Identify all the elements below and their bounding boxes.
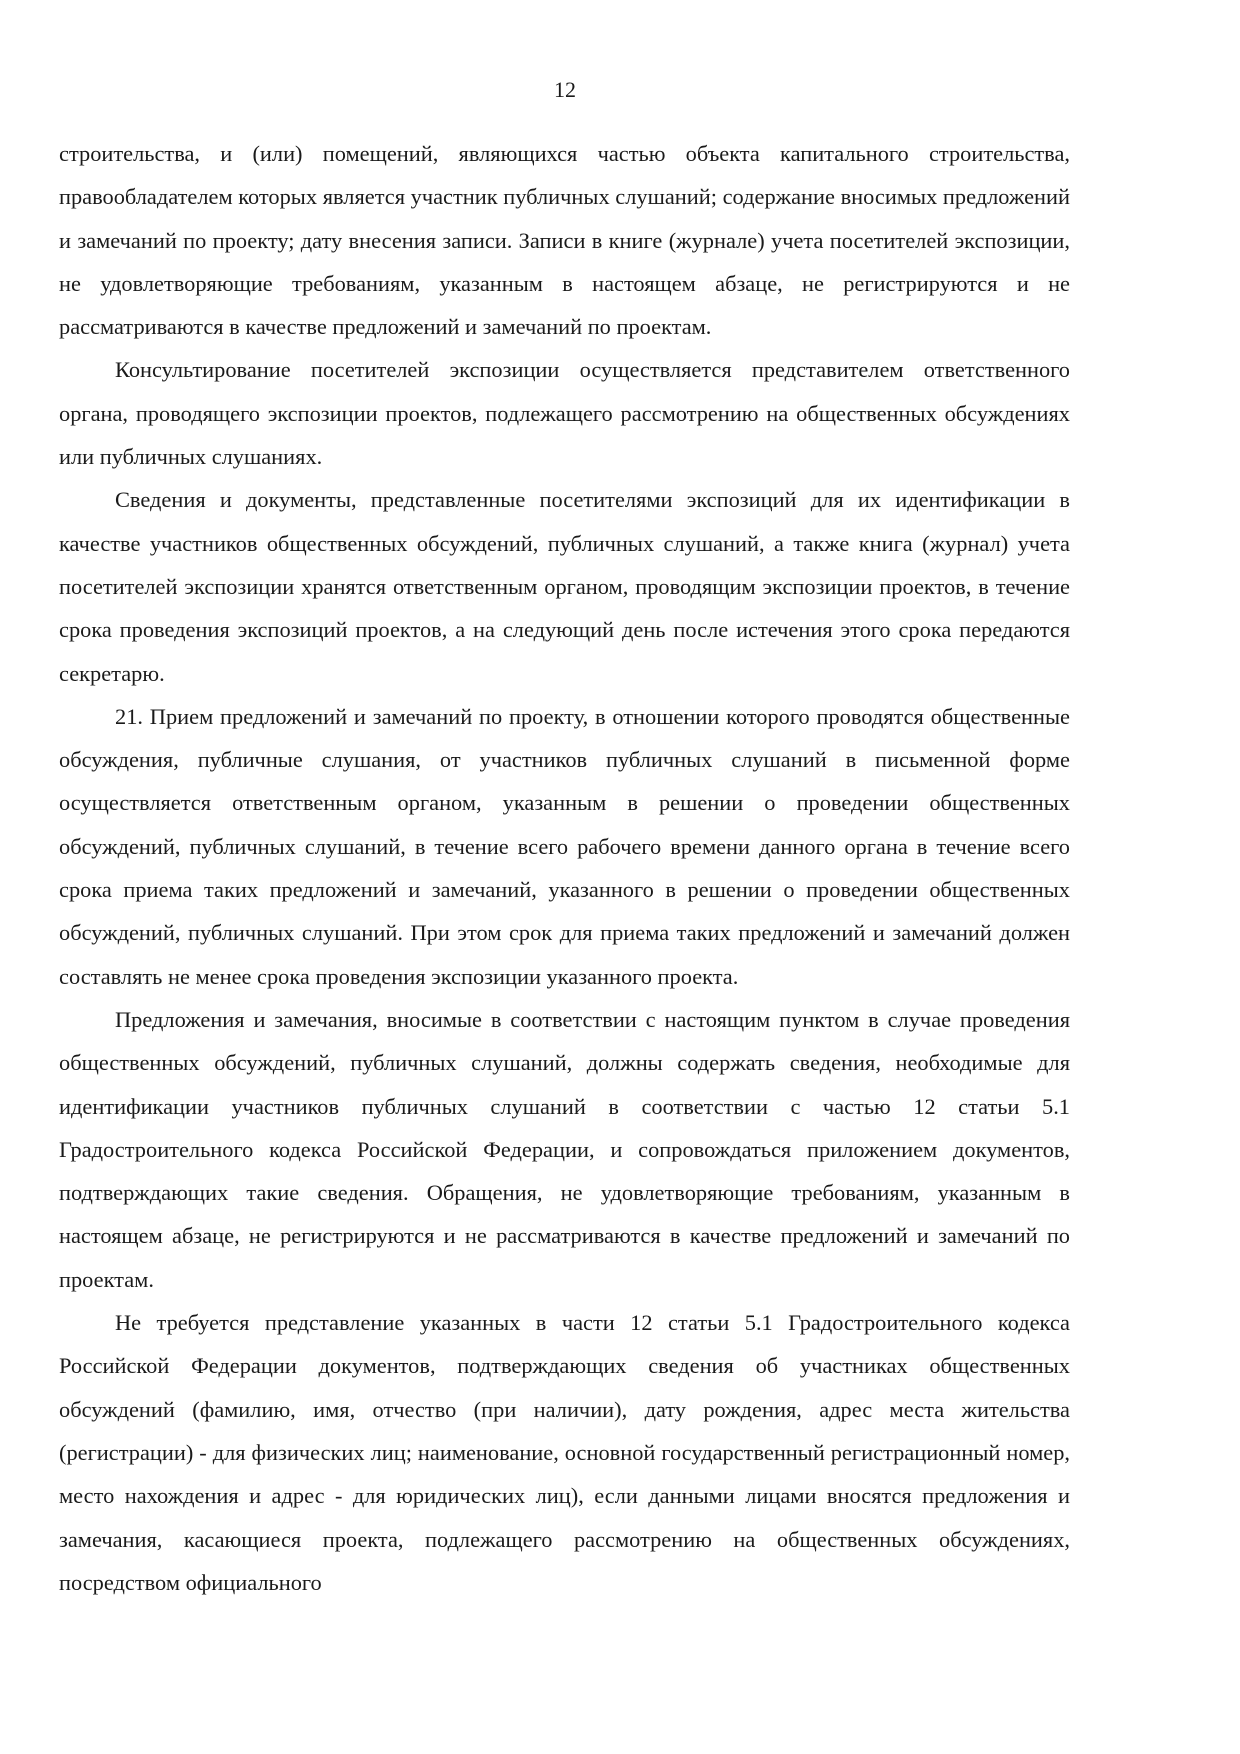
paragraph: строительства, и (или) помещений, являющихся частью объекта капитального строительства, правообладателем которых является участник публичных слушаний; содержание вносимых предложений и замечаний по проекту; дату внесения записи. Записи в книге (журнале) учета посетителей экспозиции, не удовлетворяющие требованиям, указанным в настоящем абзаце, не регистрируются и не рассматриваются в качестве предложений и замечаний по проектам. (59, 141, 1070, 340)
paragraph: Консультирование посетителей экспозиции осуществляется представителем ответственного органа, проводящего экспозиции проектов, подлежащего рассмотрению на общественных обсуждениях или публичных слушаниях. (59, 357, 1070, 470)
page-number: 12 (554, 77, 576, 102)
document-body (59, 132, 1070, 1604)
paragraph-last: Не требуется представление указанных в части 12 статьи 5.1 Градостроительного кодекса Российской Федерации документов, подтверждающих сведения об участниках общественных обсуждений (фамилию, имя, отчество (при наличии), дату рождения, адрес места жительства (регистрации) - для физических лиц; наименование, основной государственный регистрационный номер, место нахождения и адрес - для юридических лиц), если данными лицами вносятся предложения и замечания, касающиеся проекта, подлежащего рассмотрению на общественных обсуждениях, посредством официального (59, 1310, 1070, 1595)
paragraph: 21. Прием предложений и замечаний по проекту, в отношении которого проводятся общественные обсуждения, публичные слушания, от участников публичных слушаний в письменной форме осуществляется ответственным органом, указанным в решении о проведении общественных обсуждений, публичных слушаний, в течение всего рабочего времени данного органа в течение всего срока приема таких предложений и замечаний, указанного в решении о проведении общественных обсуждений, публичных слушаний. При этом срок для приема таких предложений и замечаний должен составлять не менее срока проведения экспозиции указанного проекта. (59, 703, 1070, 989)
paragraph: Предложения и замечания, вносимые в соответствии с настоящим пунктом в случае проведения общественных обсуждений, публичных слушаний, должны содержать сведения, необходимые для идентификации участников публичных слушаний в соответствии с частью 12 статьи 5.1 Градостроительного кодекса Российской Федерации, и сопровождаться приложением документов, подтверждающих такие сведения. Обращения, не удовлетворяющие требованиям, указанным в настоящем абзаце, не регистрируются и не рассматриваются в качестве предложений и замечаний по проектам. (59, 1006, 1070, 1292)
paragraph: Сведения и документы, представленные посетителями экспозиций для их идентификации в качестве участников общественных обсуждений, публичных слушаний, а также книга (журнал) учета посетителей экспозиции хранятся ответственным органом, проводящим экспозиции проектов, в течение срока проведения экспозиций проектов, а на следующий день после истечения этого срока передаются секретарю. (59, 487, 1070, 686)
